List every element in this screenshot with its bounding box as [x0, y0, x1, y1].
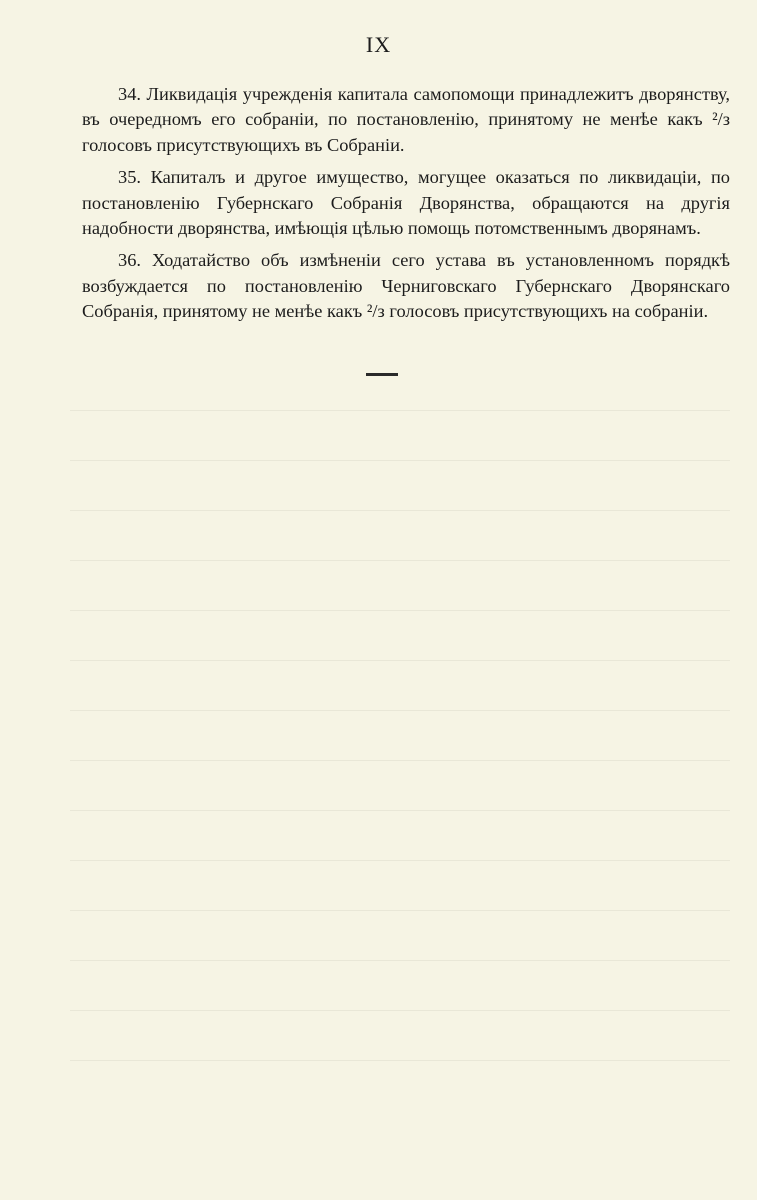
bleed-through-line: [70, 1060, 730, 1061]
bleed-through-line: [70, 460, 730, 461]
paragraph-number: 34.: [118, 84, 141, 104]
bleed-through-line: [70, 760, 730, 761]
paragraph-number: 36.: [118, 250, 141, 271]
bleed-through-line: [70, 410, 730, 411]
section-end-rule: [366, 373, 398, 376]
paragraph-36: [82, 248, 730, 324]
bleed-through-line: [70, 660, 730, 661]
bleed-through-line: [70, 560, 730, 561]
paragraph-34: [82, 82, 730, 158]
bleed-through-line: [70, 510, 730, 511]
bleed-through-line: [70, 710, 730, 711]
paragraph-text: Капиталъ и другое имущество, могущее оказаться по ликвидаціи, по постановленію Губернскаго Собранія Дворянства, обращаются на другія надобности дворянства, имѣющія цѣлью помощь потомственнымъ дворянамъ.: [82, 167, 730, 239]
article-text: [82, 82, 730, 332]
bleed-through-line: [70, 810, 730, 811]
paragraph-35: [82, 165, 730, 241]
bleed-through-line: [70, 610, 730, 611]
bleed-through-line: [70, 960, 730, 961]
paragraph-text: Ходатайство объ измѣненіи сего устава въ установленномъ порядкѣ возбуждается по постановленію Черниговскаго Губернскаго Дворянскаго Собранія, принятому не менѣе какъ ²/з голосовъ присутствующихъ на собраніи.: [82, 250, 730, 322]
bleed-through-line: [70, 910, 730, 911]
paragraph-number: 35.: [118, 167, 141, 188]
page-number: IX: [365, 32, 392, 57]
bleed-through-line: [70, 1010, 730, 1011]
paragraph-text: Ликвидація учрежденія капитала самопомощи принадлежитъ дворянству, въ очередномъ его собраніи, по постановленію, принятому не менѣе какъ ²/з голосовъ присутствующихъ въ Собраніи.: [82, 84, 730, 155]
bleed-through-line: [70, 860, 730, 861]
